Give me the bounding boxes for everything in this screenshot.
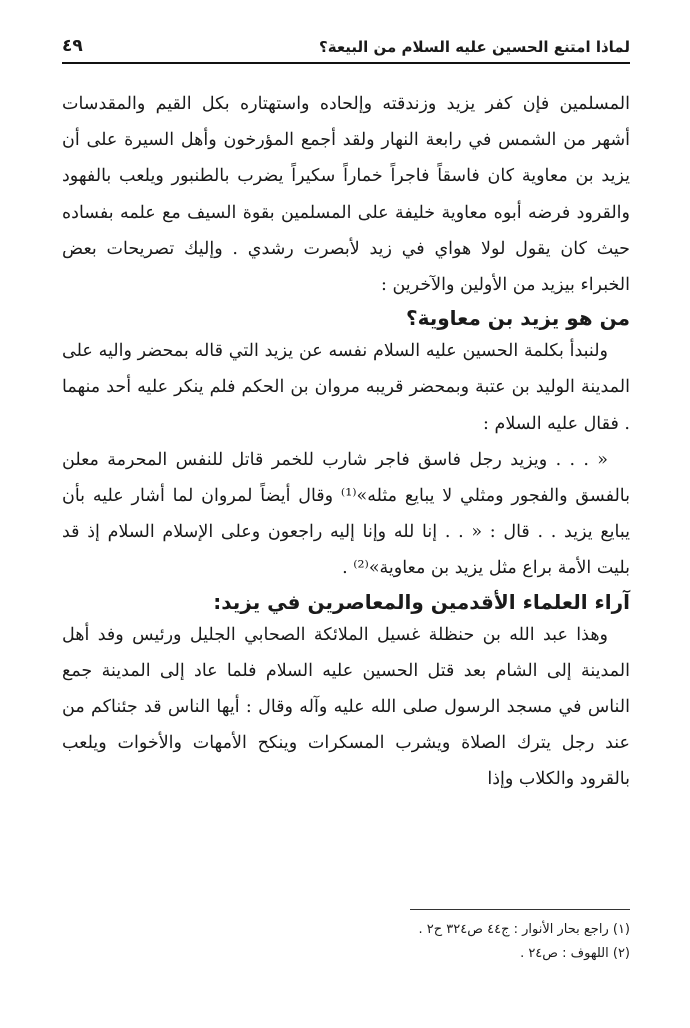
- header-title: لماذا امتنع الحسين عليه السلام من البيعة؟: [319, 38, 630, 56]
- section1-paragraph-2: « . . . ويزيد رجل فاسق فاجر شارب للخمر قاتل للنفس المحرمة معلن بالفسق والفجور ومثلي لا يبايع مثله»⁽¹⁾ وقال أيضاً لمروان لما أشار عليه بأن يبايع يزيد . . قال : « . . إنا لله وإنا إليه راجعون وعلى الإسلام السلام إذ قد بليت الأمة براع مثل يزيد بن معاوية»⁽²⁾ .: [62, 449, 630, 579]
- header-rule: [62, 62, 630, 64]
- section-heading-scholars-opinions: آراء العلماء الأقدمين والمعاصرين في يزيد:: [213, 589, 630, 614]
- footnote-1: (١) راجع بحار الأنوار : ج٤٤ ص٣٢٤ ح٢ .: [418, 922, 630, 937]
- footnote-2: (٢) اللهوف : ص٢٤ .: [520, 946, 630, 961]
- footnote-rule: [410, 909, 630, 910]
- running-header: [62, 28, 630, 56]
- section1-paragraph-1: ولنبدأ بكلمة الحسين عليه السلام نفسه عن يزيد التي قاله بمحضر واليه على المدينة الوليد بن عتبة وبمحضر قريبه مروان بن الحكم فلم ينكر عليه أحد منهما . فقال عليه السلام :: [62, 341, 630, 434]
- main-text: [62, 86, 630, 798]
- section2-paragraph-1: وهذا عبد الله بن حنظلة غسيل الملائكة الصحابي الجليل ورئيس وفد أهل المدينة إلى الشام بعد قتل الحسين عليه السلام فلما عاد إلى المدينة جمع الناس في مسجد الرسول صلى الله عليه وآله وقال : أيها الناس قد جئناكم من عند رجل يترك الصلاة ويشرب المسكرات وينكح الأمهات والأخوات ويلعب بالقرود والكلاب وإذا: [62, 624, 630, 790]
- intro-paragraph: المسلمين فإن كفر يزيد وزندقته وإلحاده واستهتاره بكل القيم والمقدسات أشهر من الشمس في رابعة النهار ولقد أجمع المؤرخون وأهل السيرة على أن يزيد بن معاوية كان فاسقاً فاجراً خماراً سكيراً يضرب بالطنبور ويلعب بالفهود والقرود فرضه أبوه معاوية خليفة على المسلمين بقوة السيف مع علمه بفساده حيث كان يقول لولا هواي في زيد لأبصرت رشدي . وإليك تصريحات بعض الخبراء بيزيد من الأولين والآخرين :: [62, 94, 630, 296]
- footnotes: [62, 918, 630, 966]
- page-number: ٤٩: [62, 36, 83, 56]
- section-heading-who-is-yazid: من هو يزيد بن معاوية؟: [405, 306, 630, 331]
